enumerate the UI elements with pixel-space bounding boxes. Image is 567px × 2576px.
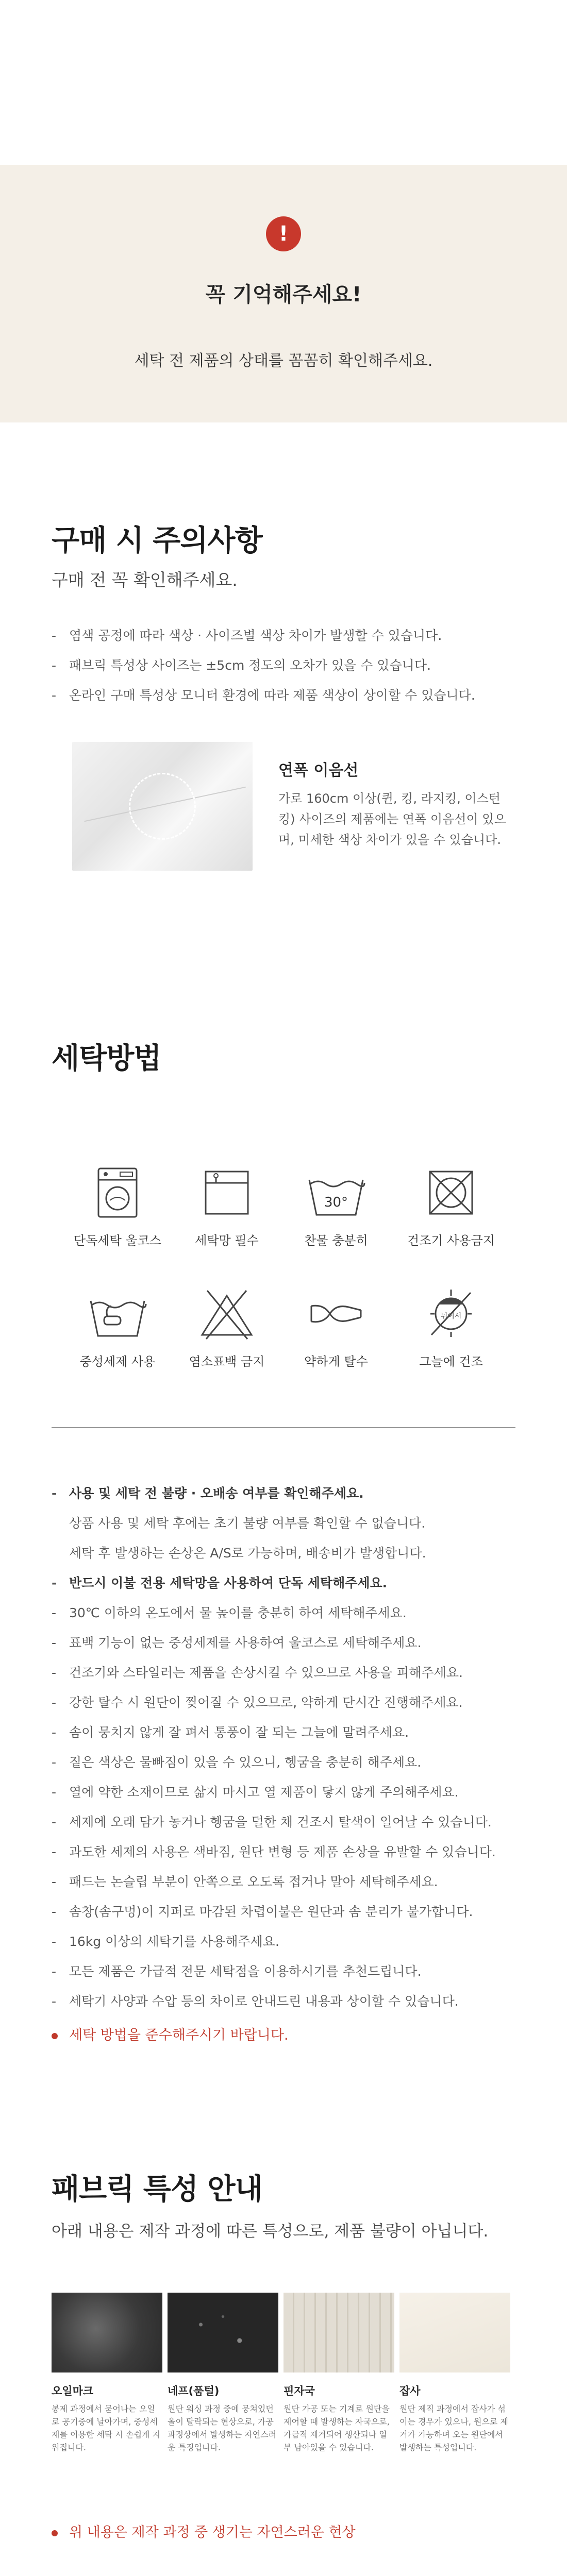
exclamation-icon: ! (266, 216, 301, 251)
fabric-card: 네프(품털) 원단 워싱 과정 중에 뭉쳐있던 올이 탈락되는 현상으로, 가공 과정상에서 발생하는 자연스러운 특징입니다. (168, 2293, 278, 2454)
wash-icon-cell: 약하게 탈수 (285, 1285, 388, 1369)
fabric-card: 잡사 원단 제직 과정에서 잡사가 섞이는 경우가 있으나, 원으로 제거가 가능하며 오는 원단에서 발생하는 특성입니다. (399, 2293, 510, 2454)
fabric-title: 패브릭 특성 안내 (52, 2173, 262, 2206)
fabric-subtitle: 아래 내용은 제작 과정에 따른 특성으로, 제품 불량이 아닙니다. (52, 2222, 489, 2241)
list-item: 세탁 후 발생하는 손상은 A/S로 가능하며, 배송비가 발생합니다. (69, 1546, 426, 1561)
list-item: - 16kg 이상의 세탁기를 사용해주세요. (52, 1927, 515, 1957)
wash-icon-cell: 세탁망 필수 (175, 1164, 278, 1248)
bullet-dot-icon (52, 2530, 58, 2536)
list-item: - 강한 탈수 시 원단이 찢어질 수 있으므로, 약하게 단시간 진행해주세요. (52, 1688, 515, 1718)
no-bleach-icon (196, 1285, 258, 1342)
washing-list (52, 1479, 515, 2016)
list-item: - 세탁기 사양과 수압 등의 차이로 안내드린 내용과 상이할 수 있습니다. (52, 1987, 515, 2016)
list-item: - 건조기와 스타일러는 제품을 손상시킬 수 있으므로 사용을 피해주세요. (52, 1658, 515, 1688)
fabric-card: 오일마크 봉제 과정에서 묻어나는 오일로 공기중에 날아가며, 중성세제를 이용한 세탁 시 손쉽게 지워집니다. (52, 2293, 162, 2454)
list-item: - 세제에 오래 담가 놓거나 헹굼을 덜한 채 건조시 탈색이 일어날 수 있습니다. (52, 1807, 515, 1837)
list-item: - 30℃ 이하의 온도에서 물 높이를 충분히 하여 세탁해주세요. (52, 1598, 515, 1628)
laundry-net-icon (198, 1164, 255, 1221)
cold-wash-icon (305, 1164, 367, 1221)
nep-image (168, 2293, 278, 2372)
divider (52, 1427, 515, 1428)
pin-mark-image (284, 2293, 394, 2372)
fabric-note: 위 내용은 제작 과정 중 생기는 자연스러운 현상 (52, 2521, 356, 2541)
neutral-detergent-icon (87, 1285, 148, 1342)
list-item: - 짙은 색상은 물빠짐이 있을 수 있으니, 헹굼을 충분히 해주세요. (52, 1748, 515, 1777)
list-item: - 표백 기능이 없는 중성세제를 사용하여 울코스로 세탁해주세요. (52, 1628, 515, 1658)
list-item: - 모든 제품은 가급적 전문 세탁점을 이용하시기를 추천드립니다. (52, 1957, 515, 1987)
no-dryer-icon (423, 1164, 479, 1221)
wash-icon-cell: 단독세탁 울코스 (66, 1164, 169, 1248)
wash-icon-cell: 염소표백 금지 (175, 1285, 278, 1369)
list-item: - 패브릭 특성상 사이즈는 ±5cm 정도의 오차가 있을 수 있습니다. (52, 651, 515, 681)
washing-machine-icon (89, 1164, 146, 1221)
seam-option-desc: 가로 160cm 이상(퀸, 킹, 라지킹, 이스턴킹) 사이즈의 제품에는 연폭 이음선이 있으며, 미세한 색상 차이가 있을 수 있습니다. (278, 791, 506, 847)
list-item: - 패드는 논슬립 부분이 안쪽으로 오도록 접거나 말아 세탁해주세요. (52, 1867, 515, 1897)
stray-yarn-image (399, 2293, 510, 2372)
purchase-subtitle: 구매 전 꼭 확인해주세요. (52, 570, 238, 590)
wash-icon-cell: 30° 찬물 충분히 (285, 1164, 388, 1248)
notice-subtitle: 세탁 전 제품의 상태를 꼼꼼히 확인해주세요. (134, 352, 433, 370)
bullet-dot-icon (52, 2033, 58, 2039)
svg-text:뉘어서: 뉘어서 (440, 1312, 462, 1320)
list-item: - 염색 공정에 따라 색상 · 사이즈별 색상 차이가 발생할 수 있습니다. (52, 621, 515, 651)
shade-dry-icon (420, 1285, 482, 1342)
list-item: - 온라인 구매 특성상 모니터 환경에 따라 제품 색상이 상이할 수 있습니다. (52, 681, 515, 710)
seam-option-title: 연폭 이음선 (278, 761, 359, 779)
fabric-seam-photo (72, 742, 253, 871)
oil-mark-image (52, 2293, 162, 2372)
purchase-list (52, 621, 515, 710)
washing-note: 세탁 방법을 준수해주시기 바랍니다. (52, 2024, 289, 2044)
list-item: - 반드시 이불 전용 세탁망을 사용하여 단독 세탁해주세요. (52, 1568, 515, 1598)
wash-icon-cell: 중성세제 사용 (66, 1285, 169, 1369)
svg-text:30°: 30° (324, 1195, 348, 1210)
list-item: - 사용 및 세탁 전 불량 · 오배송 여부를 확인해주세요. (52, 1479, 515, 1509)
gentle-wring-icon (305, 1285, 367, 1342)
wash-icon-cell: 건조기 사용금지 (399, 1164, 503, 1248)
notice-section (0, 165, 567, 422)
list-item: - 과도한 세제의 사용은 색바짐, 원단 변형 등 제품 손상을 유발할 수 있습니다. (52, 1837, 515, 1867)
notice-title: 꼭 기억해주세요! (205, 283, 362, 307)
purchase-title: 구매 시 주의사항 (52, 524, 262, 557)
list-item: - 솜이 뭉치지 않게 잘 펴서 통풍이 잘 되는 그늘에 말려주세요. (52, 1718, 515, 1748)
wash-icon-cell: 뉘어서 그늘에 건조 (399, 1285, 503, 1369)
list-item: - 열에 약한 소재이므로 삶지 마시고 열 제품이 닿지 않게 주의해주세요. (52, 1777, 515, 1807)
list-item: - 솜창(솜구멍)이 지퍼로 마감된 차렵이불은 원단과 솜 분리가 불가합니다. (52, 1897, 515, 1927)
washing-title: 세탁방법 (52, 1042, 161, 1075)
list-item: 상품 사용 및 세탁 후에는 초기 불량 여부를 확인할 수 없습니다. (69, 1516, 426, 1531)
fabric-card: 핀자국 원단 가공 또는 기계로 원단을 제어할 때 발생하는 자국으로, 가급적 제거되어 생산되나 일부 남아있을 수 있습니다. (284, 2293, 394, 2454)
